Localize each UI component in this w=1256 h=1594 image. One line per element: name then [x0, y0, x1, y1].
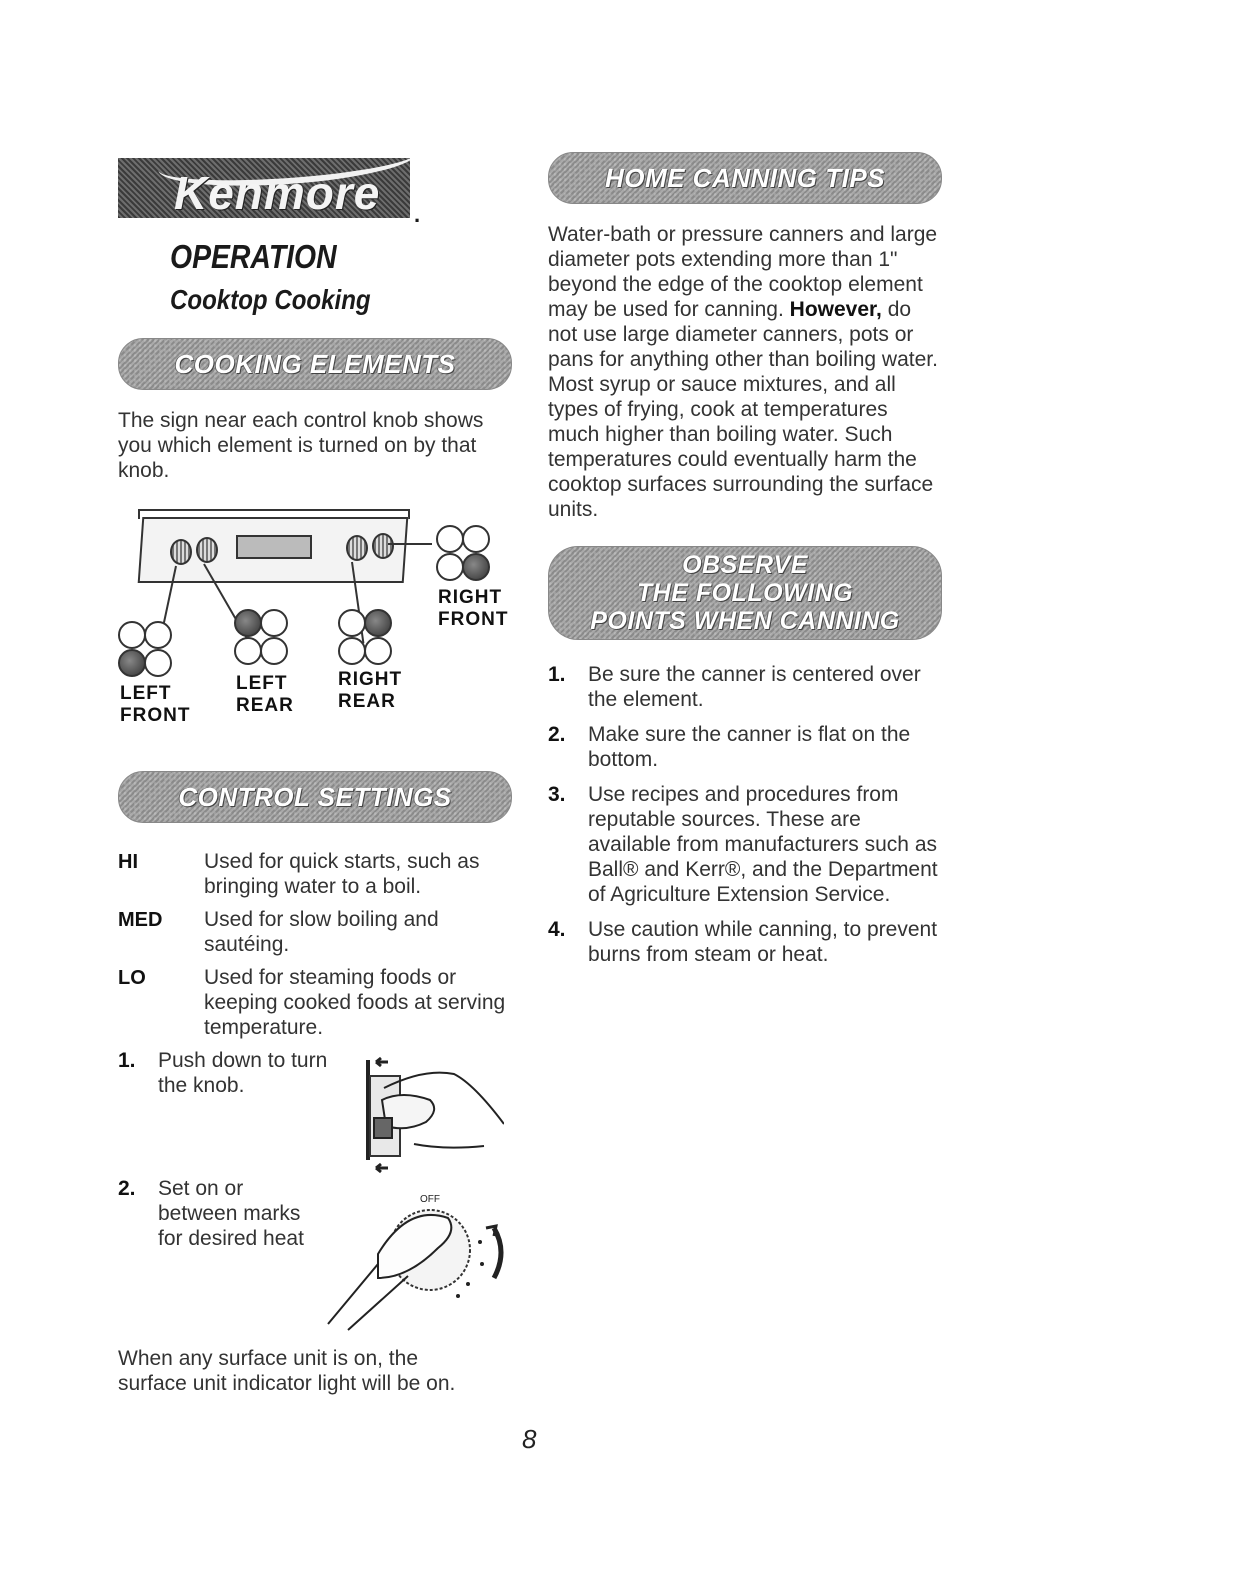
- observe-line-2: THE FOLLOWING: [636, 579, 854, 607]
- point-text: Make sure the canner is flat on the bottom.: [588, 723, 911, 771]
- lead-line-right-front: [388, 543, 432, 545]
- knob-right-rear: [346, 535, 368, 561]
- knob-left-rear: [196, 537, 218, 563]
- page-subtitle: Cooktop Cooking: [170, 284, 371, 315]
- step-text: Push down to turn the knob.: [158, 1049, 328, 1097]
- list-item: [548, 782, 948, 907]
- setting-desc: Used for quick starts, such as bringing water to a boil.: [204, 850, 480, 898]
- element-icon-lf-4: [144, 649, 172, 677]
- label-left-front: [120, 683, 190, 727]
- clock-display: [236, 535, 312, 559]
- point-text: Use recipes and procedures from reputable sources. These are available from manufacturers such as Ball® and Kerr®, and the Department of Agriculture Extension Service.: [588, 783, 938, 906]
- label-right-front: [438, 587, 508, 631]
- element-icon-lr-4: [260, 637, 288, 665]
- list-item: [548, 662, 948, 712]
- cooking-elements-heading: COOKING ELEMENTS: [174, 348, 456, 379]
- element-icon-rf-3: [436, 553, 464, 581]
- setting-key: MED: [118, 909, 163, 931]
- element-icon-lr-3: [234, 637, 262, 665]
- list-item: [548, 722, 948, 772]
- step-number: 2.: [118, 1177, 136, 1200]
- setting-key: HI: [118, 851, 138, 873]
- setting-desc: Used for steaming foods or keeping cooked foods at serving temperature.: [204, 966, 506, 1039]
- element-icon-rr-4: [364, 637, 392, 665]
- element-icon-lr-active: [234, 609, 262, 637]
- observe-line-3: POINTS WHEN CANNING: [590, 607, 900, 635]
- logo-text: Kenmore: [174, 167, 381, 218]
- control-settings-heading: CONTROL SETTINGS: [178, 781, 452, 812]
- set-knob-illustration: [318, 1184, 518, 1334]
- observe-points-banner: [548, 546, 942, 640]
- page-number: 8: [522, 1424, 537, 1454]
- cooktop-control-diagram: [118, 499, 518, 749]
- control-settings-banner: [118, 771, 512, 823]
- logo-dot: .: [414, 202, 421, 227]
- label-left-front-line1: LEFT: [120, 683, 172, 704]
- knob-right-front: [372, 533, 394, 559]
- setting-key: LO: [118, 967, 146, 989]
- right-column: [548, 152, 948, 977]
- kenmore-logo: [118, 158, 438, 228]
- label-right-rear-line2: REAR: [338, 691, 396, 712]
- point-text: Be sure the canner is centered over the element.: [588, 663, 921, 711]
- label-right-rear: [338, 669, 402, 713]
- element-icon-rf-active: [462, 553, 490, 581]
- element-icon-lf-active: [118, 649, 146, 677]
- canning-text-bold: However,: [789, 298, 882, 321]
- point-number: 2.: [548, 723, 566, 746]
- push-knob-illustration: [354, 1048, 504, 1178]
- label-left-rear-line2: REAR: [236, 695, 294, 716]
- element-icon-rf-2: [462, 525, 490, 553]
- knob-left-front: [170, 539, 192, 565]
- element-icon-lr-2: [260, 609, 288, 637]
- element-icon-rr-active: [364, 609, 392, 637]
- settings-list: [118, 849, 518, 1396]
- label-left-rear-line1: LEFT: [236, 673, 288, 694]
- setting-desc: Used for slow boiling and sautéing.: [204, 908, 439, 956]
- label-left-rear: [236, 673, 294, 717]
- label-left-front-line2: FRONT: [120, 705, 191, 726]
- home-canning-heading: HOME CANNING TIPS: [604, 162, 886, 193]
- point-text: Use caution while canning, to prevent burns from steam or heat.: [588, 918, 938, 966]
- canning-points-list: [548, 662, 948, 967]
- list-item: [548, 917, 948, 967]
- home-canning-banner: [548, 152, 942, 204]
- indicator-light-note: When any surface unit is on, the surface unit indicator light will be on.: [118, 1347, 456, 1395]
- point-number: 4.: [548, 918, 566, 941]
- dial-off-label: OFF: [420, 1194, 440, 1205]
- point-number: 3.: [548, 783, 566, 806]
- setting-row-med: [118, 907, 518, 957]
- element-icon-rr-3: [338, 637, 366, 665]
- step-number: 1.: [118, 1049, 136, 1072]
- cooking-elements-banner: [118, 338, 512, 390]
- step-1: [118, 1048, 518, 1166]
- step-text: Set on or between marks for desired heat: [158, 1177, 304, 1250]
- step-2: [118, 1176, 518, 1336]
- setting-row-hi: [118, 849, 518, 899]
- element-icon-lf-1: [118, 621, 146, 649]
- left-column: [118, 158, 518, 1396]
- logo-background: [118, 158, 410, 218]
- element-icon-rf-1: [436, 525, 464, 553]
- home-canning-paragraph: [548, 222, 940, 522]
- cooking-elements-intro: The sign near each control knob shows you which element is turned on by that knob.: [118, 409, 484, 482]
- canning-text-start: Water-bath or pressure canners and large diameter pots extending more than 1" beyond the edge of the cooktop element may be used for canning.: [548, 223, 938, 321]
- element-icon-rr-1: [338, 609, 366, 637]
- element-icon-lf-2: [144, 621, 172, 649]
- observe-line-1: OBSERVE: [682, 551, 808, 579]
- point-number: 1.: [548, 663, 566, 686]
- label-right-front-line2: FRONT: [438, 609, 509, 630]
- page-title: OPERATION: [170, 238, 337, 275]
- setting-row-lo: [118, 965, 518, 1040]
- canning-text-end: do not use large diameter canners, pots or pans for anything other than boiling water. Most syrup or sauce mixtures, and all types of frying, cook at temperatures much higher than boiling water. Such temperatures could eventually harm the cooktop surfaces surrounding the surface units.: [548, 298, 938, 521]
- label-right-front-line1: RIGHT: [438, 587, 503, 608]
- label-right-rear-line1: RIGHT: [338, 669, 403, 690]
